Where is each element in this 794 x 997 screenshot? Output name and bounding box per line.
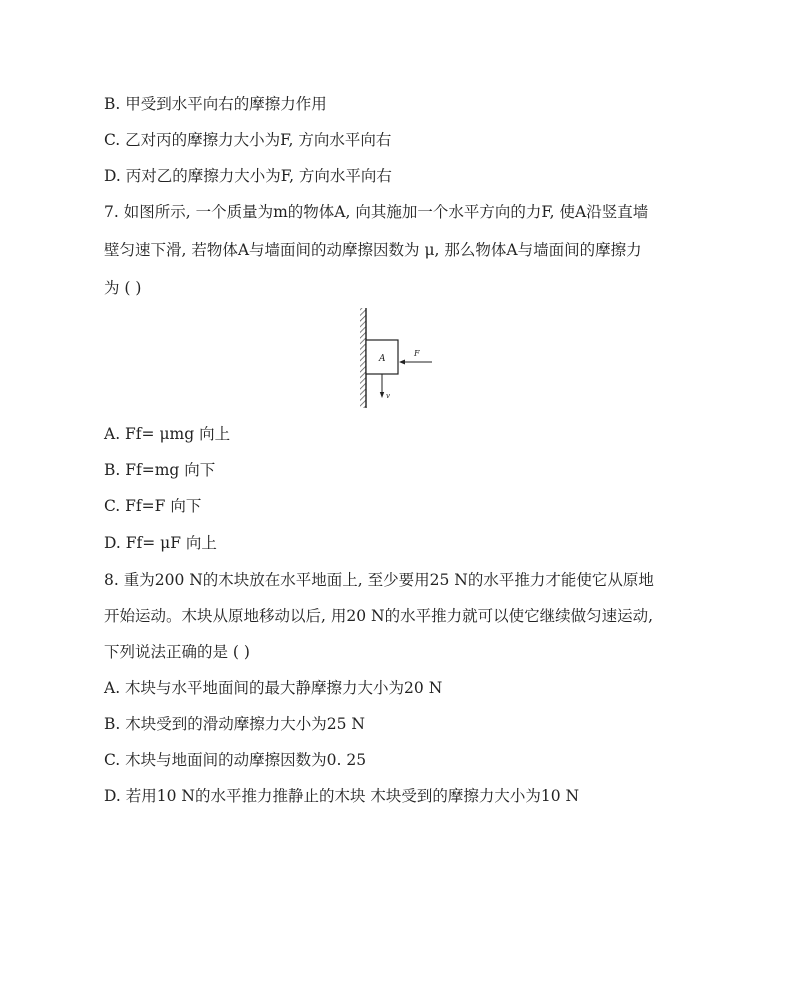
q7-stem-line3: 为 ( ) <box>104 279 142 297</box>
wall-hatching <box>360 308 366 408</box>
q8-option-c: C. 木块与地面间的动摩擦因数为0. 25 <box>104 751 367 769</box>
q7-option-c: C. Ff=F 向下 <box>104 497 202 515</box>
q7-stem-line2: 壁匀速下滑, 若物体A与墙面间的动摩擦因数为 μ, 那么物体A与墙面间的摩擦力 <box>104 241 642 259</box>
velocity-label: v <box>386 392 390 400</box>
q7-option-a: A. Ff= μmg 向上 <box>104 425 231 443</box>
q6-option-b: B. 甲受到水平向右的摩擦力作用 <box>104 95 327 113</box>
force-label: F <box>414 349 420 358</box>
block-label: A <box>379 354 386 364</box>
q8-option-a: A. 木块与水平地面间的最大静摩擦力大小为20 N <box>104 679 443 697</box>
q8-stem-line2: 开始运动。木块从原地移动以后, 用20 N的水平推力就可以使它继续做匀速运动, <box>104 607 653 625</box>
q8-option-d: D. 若用10 N的水平推力推静止的木块 木块受到的摩擦力大小为10 N <box>104 787 580 805</box>
q6-option-d: D. 丙对乙的摩擦力大小为F, 方向水平向右 <box>104 167 392 185</box>
q8-stem-line3: 下列说法正确的是 ( ) <box>104 643 250 661</box>
q8-option-b: B. 木块受到的滑动摩擦力大小为25 N <box>104 715 365 733</box>
q7-option-d: D. Ff= μF 向上 <box>104 534 217 552</box>
force-arrowhead <box>399 360 405 365</box>
q7-wall-block-diagram <box>352 306 448 410</box>
q7-option-b: B. Ff=mg 向下 <box>104 461 216 479</box>
q6-option-c: C. 乙对丙的摩擦力大小为F, 方向水平向右 <box>104 131 392 149</box>
q7-stem-line1: 7. 如图所示, 一个质量为m的物体A, 向其施加一个水平方向的力F, 使A沿竖直墙 <box>104 203 649 221</box>
q8-stem-line1: 8. 重为200 N的木块放在水平地面上, 至少要用25 N的水平推力才能使它从原地 <box>104 571 654 589</box>
velocity-arrowhead <box>380 392 384 398</box>
